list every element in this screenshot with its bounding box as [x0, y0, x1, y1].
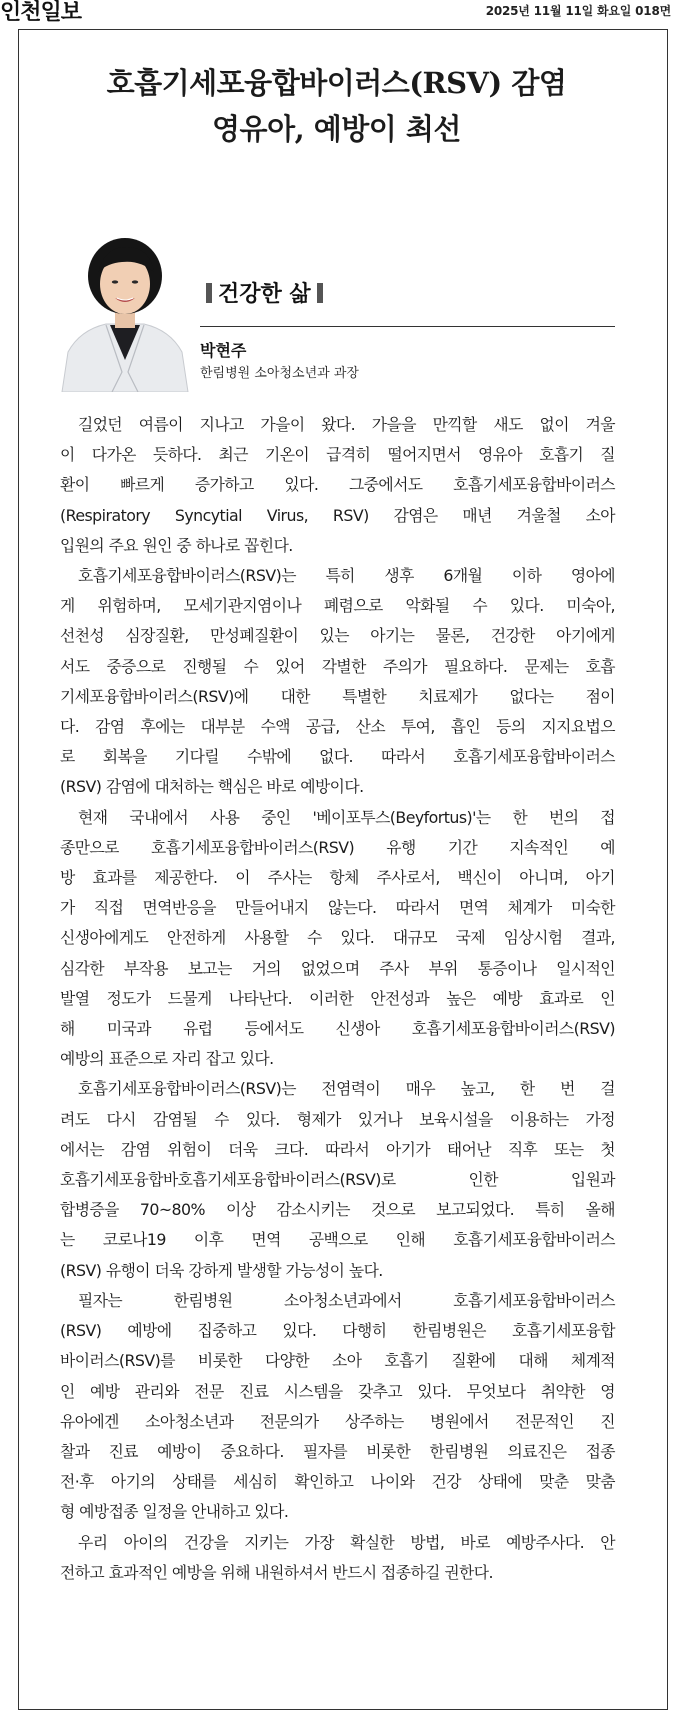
- article-paragraph: [60, 1286, 615, 1528]
- article-line: 형 예방접종 일정을 안내하고 있다.: [60, 1502, 289, 1522]
- article-line: 전·후 아기의 상태를 세심히 확인하고 나이와 건강 상태에 맞춘 맞춤: [60, 1472, 615, 1492]
- newspaper-logo: 인천일보: [0, 0, 82, 25]
- article-line: 발열 정도가 드물게 나타난다. 이러한 안전성과 높은 예방 효과로 인: [60, 988, 615, 1008]
- article-line: 기세포융합바이러스(RSV)에 대한 특별한 치료제가 없다는 점이: [60, 686, 615, 706]
- article-line: 신생아에게도 안전하게 사용할 수 있다. 대규모 국제 임상시험 결과,: [60, 928, 615, 948]
- byline-divider: [200, 326, 615, 327]
- article-paragraph: [60, 410, 615, 561]
- article-line: 해 미국과 유럽 등에서도 신생아 호흡기세포융합바이러스(RSV): [60, 1019, 615, 1039]
- article-line: 는 코로나19 이후 면역 공백으로 인해 호흡기세포융합바이러스: [60, 1230, 615, 1250]
- article-line: 바이러스(RSV)를 비롯한 다양한 소아 호흡기 질환에 대해 체계적: [60, 1351, 615, 1371]
- column-name: 건강한 삶: [218, 282, 311, 307]
- article-line: 다. 감염 후에는 대부분 수액 공급, 산소 투여, 흡인 등의 지지요법으: [60, 717, 615, 737]
- tag-bar-right: [317, 283, 323, 303]
- article-line: 호흡기세포융합바이러스(RSV)는 전염력이 매우 높고, 한 번 걸: [78, 1079, 615, 1099]
- headline: [0, 60, 673, 152]
- article-line: 선천성 심장질환, 만성폐질환이 있는 아기는 물론, 건강한 아기에게: [60, 626, 615, 646]
- article-line: 현재 국내에서 사용 중인 '베이포투스(Beyfortus)'는 한 번의 접: [78, 807, 615, 827]
- article-line: 종만으로 호흡기세포융합바이러스(RSV) 유행 기간 지속적인 예: [60, 837, 615, 857]
- article-line: 예방의 표준으로 자리 잡고 있다.: [60, 1049, 274, 1069]
- article-line: 길었던 여름이 지나고 가을이 왔다. 가을을 만끽할 새도 없이 겨울: [78, 415, 615, 434]
- article-line: 이 다가온 듯하다. 최근 기온이 급격히 떨어지면서 영유아 호흡기 질: [60, 445, 615, 465]
- tag-bar-left: [206, 283, 212, 303]
- masthead: [0, 0, 673, 26]
- author-portrait-image: [60, 232, 190, 392]
- article-body: [60, 410, 615, 1588]
- article-line: 려도 다시 감염될 수 있다. 형제가 있거나 보육시설을 이용하는 가정: [60, 1109, 615, 1129]
- article-line: 유아에겐 소아청소년과 전문의가 상주하는 병원에서 전문적인 진: [60, 1411, 615, 1431]
- article-line: 필자는 한림병원 소아청소년과에서 호흡기세포융합바이러스: [78, 1290, 615, 1310]
- article-line: (RSV) 감염에 대처하는 핵심은 바로 예방이다.: [60, 777, 364, 797]
- article-line: 호흡기세포융합바이러스(RSV)는 특히 생후 6개월 이하 영아에: [78, 566, 615, 586]
- article-line: (RSV) 예방에 집중하고 있다. 다행히 한림병원은 호흡기세포융합: [60, 1321, 615, 1341]
- article-paragraph: [60, 803, 615, 1075]
- author-title: 한림병원 소아청소년과 과장: [200, 366, 359, 381]
- article-line: 찰과 진료 예방이 중요하다. 필자를 비롯한 한림병원 의료진은 접종: [60, 1441, 615, 1461]
- article-line: (RSV) 유행이 더욱 강하게 발생할 가능성이 높다.: [60, 1260, 383, 1280]
- author-name: 박현주: [200, 341, 247, 360]
- article-line: 가 직접 면역반응을 만들어내지 않는다. 따라서 면역 체계가 미숙한: [60, 898, 615, 918]
- headline-line-1: 호흡기세포융합바이러스(RSV) 감염: [106, 66, 567, 100]
- headline-line-2: 영유아, 예방이 최선: [212, 112, 461, 146]
- article-line: 환이 빠르게 증가하고 있다. 그중에서도 호흡기세포융합바이러스: [60, 475, 615, 495]
- article-line: 인 예방 관리와 전문 진료 시스템을 갖추고 있다. 무엇보다 취약한 영: [60, 1381, 615, 1401]
- article-paragraph: [60, 561, 615, 803]
- article-line: 합병증을 70~80% 이상 감소시키는 것으로 보고되었다. 특히 올해: [60, 1200, 615, 1220]
- article-line: 로 회복을 기다릴 수밖에 없다. 따라서 호흡기세포융합바이러스: [60, 747, 615, 767]
- column-tag: [200, 280, 329, 310]
- article-line: 심각한 부작용 보고는 거의 없었으며 주사 부위 통증이나 일시적인: [60, 958, 615, 978]
- article-paragraph: [60, 1074, 615, 1285]
- article-line: (Respiratory Syncytial Virus, RSV) 감염은 매년 겨울철 소아: [60, 505, 615, 525]
- article-paragraph: [60, 1528, 615, 1588]
- article-line: 서도 중증으로 진행될 수 있어 각별한 주의가 필요하다. 문제는 호흡: [60, 656, 615, 676]
- article-line: 우리 아이의 건강을 지키는 가장 확실한 방법, 바로 예방주사다. 안: [78, 1532, 615, 1552]
- article-line: 에서는 감염 위험이 더욱 크다. 따라서 아기가 태어난 직후 또는 첫: [60, 1139, 615, 1159]
- article-line: 게 위험하며, 모세기관지염이나 폐렴으로 악화될 수 있다. 미숙아,: [60, 596, 615, 616]
- article-line: 전하고 효과적인 예방을 위해 내원하셔서 반드시 접종하길 권한다.: [60, 1562, 493, 1582]
- article-line: 방 효과를 제공한다. 이 주사는 항체 주사로서, 백신이 아니며, 아기: [60, 868, 615, 888]
- article-line: 호흡기세포융합바호흡기세포융합바이러스(RSV)로 인한 입원과: [60, 1170, 615, 1190]
- dateline: 2025년 11월 11일 화요일 018면: [485, 4, 671, 18]
- author-photo: [60, 232, 190, 392]
- article-line: 입원의 주요 원인 중 하나로 꼽힌다.: [60, 535, 293, 555]
